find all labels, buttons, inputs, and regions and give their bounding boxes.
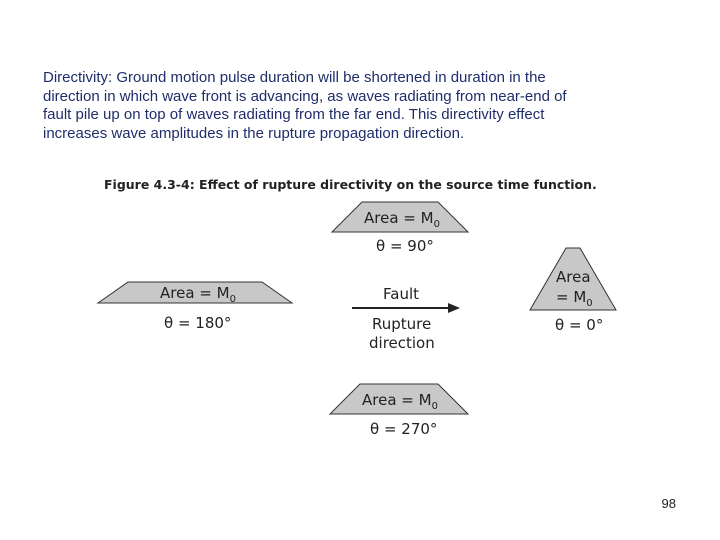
- paragraph-line: Directivity: Ground motion pulse duration will be shortened in duration in the: [43, 69, 546, 86]
- rupture-label-line1: Rupture: [372, 315, 432, 333]
- rupture-label-line2: direction: [369, 334, 435, 352]
- pulse-area-label-0-line1: Area: [556, 268, 591, 286]
- slide-number: 98: [661, 496, 676, 511]
- pulse-angle-label-90: θ = 90°: [376, 237, 434, 255]
- pulse-area-label-0-line2: = $M_0$: [556, 288, 593, 309]
- paragraph-line: fault pile up on top of waves radiating from the far end. This directivity effect: [43, 106, 545, 123]
- fault-label: Fault: [383, 285, 419, 303]
- pulse-angle-label-270: θ = 270°: [370, 420, 438, 438]
- pulse-area-label-270: Area = $M_0$: [362, 391, 438, 412]
- paragraph-line: direction in which wave front is advancing, as waves radiating from near-end of: [43, 87, 567, 105]
- pulse-angle-label-180: θ = 180°: [164, 314, 232, 332]
- pulse-area-label-180: Area = $M_0$: [160, 284, 236, 305]
- figure-caption: Figure 4.3-4: Effect of rupture directivity on the source time function.: [104, 177, 597, 192]
- paragraph-line: increases wave amplitudes in the rupture propagation direction.: [43, 124, 465, 142]
- pulse-area-label-90: Area = $M_0$: [364, 209, 440, 230]
- pulse-angle-label-0: θ = 0°: [555, 316, 604, 334]
